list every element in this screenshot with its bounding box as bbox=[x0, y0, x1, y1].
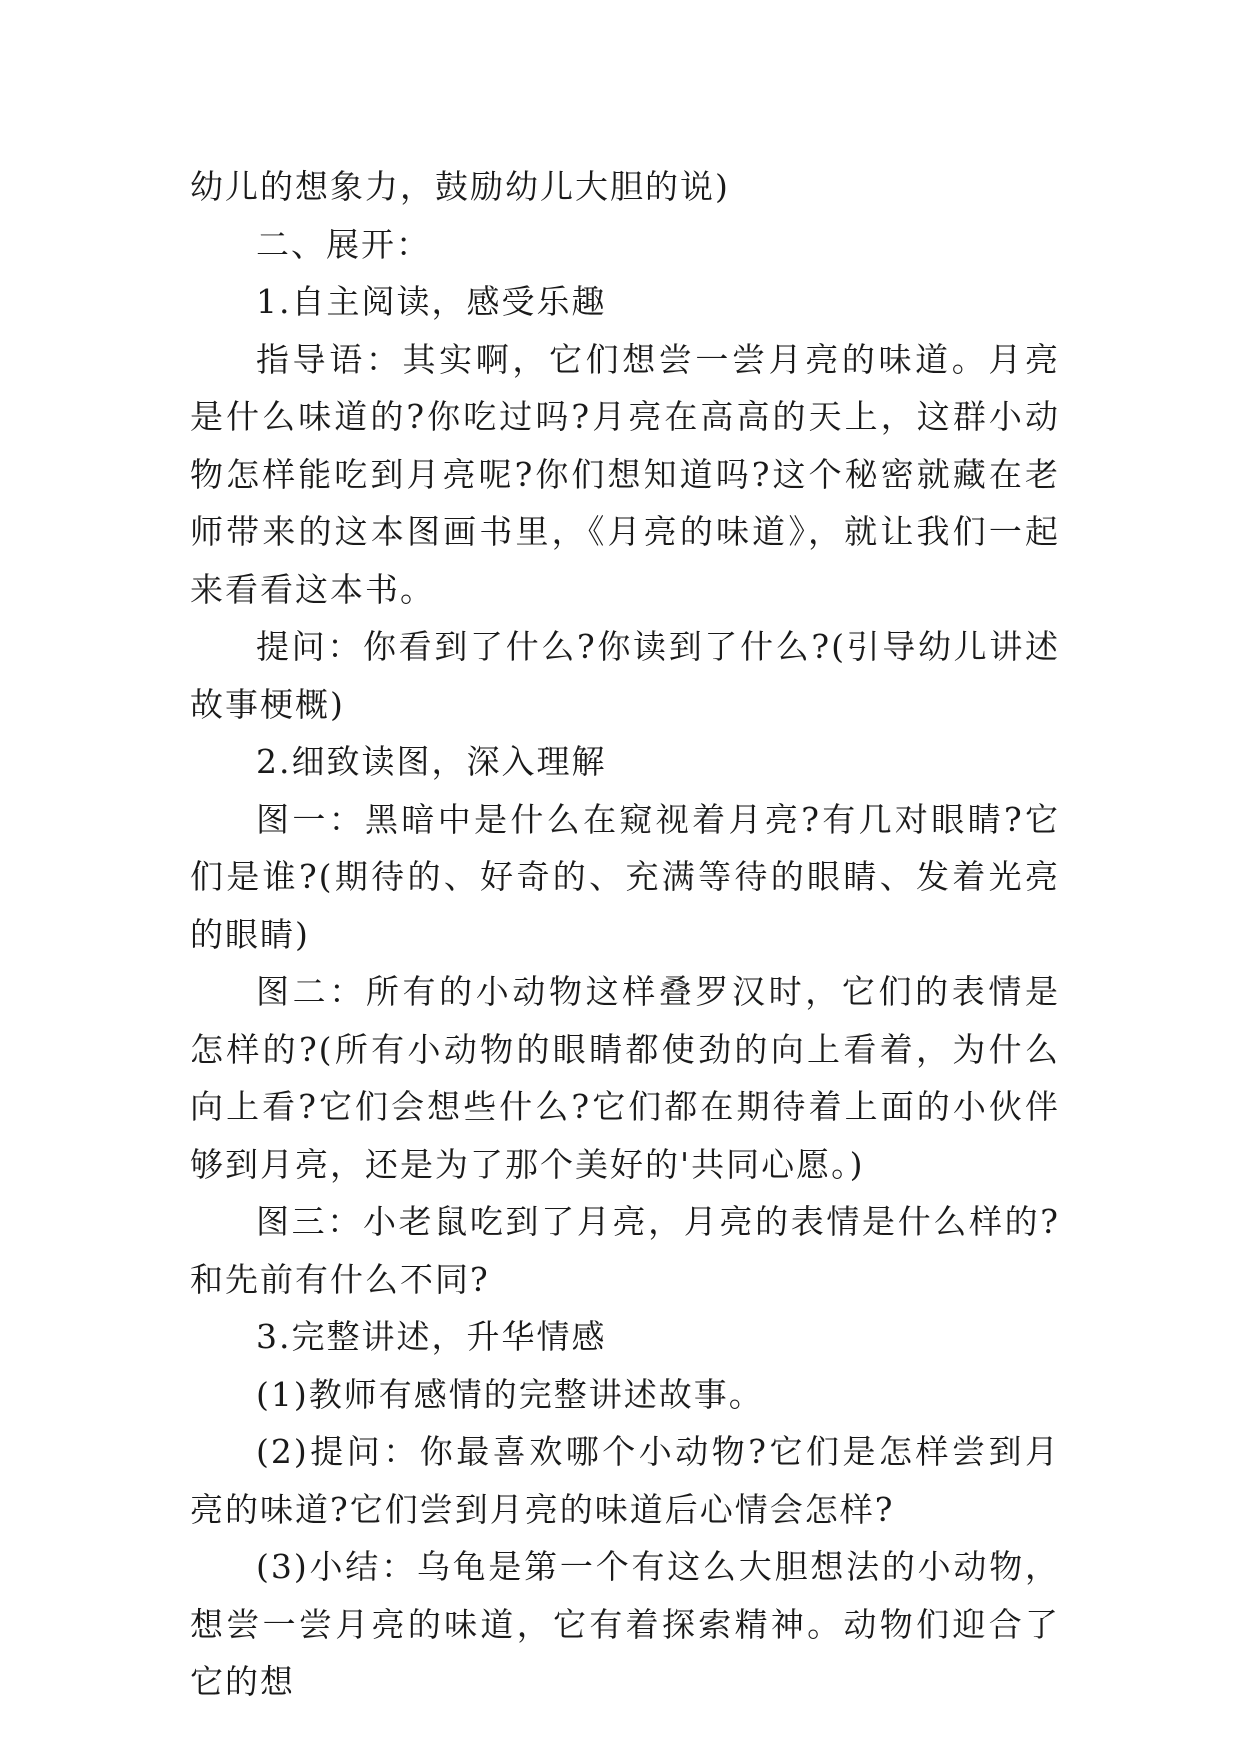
paragraph-9: 图三：小老鼠吃到了月亮，月亮的表情是什么样的?和先前有什么不同? bbox=[190, 1202, 1060, 1299]
paragraph-11: (1)教师有感情的完整讲述故事。 bbox=[256, 1374, 764, 1414]
paragraph-5: 提问：你看到了什么?你读到了什么?(引导幼儿讲述故事梗概) bbox=[190, 627, 1060, 724]
document-body bbox=[190, 158, 1060, 1711]
paragraph-1: 幼儿的想象力，鼓励幼儿大胆的说) bbox=[190, 167, 730, 206]
paragraph-12: (2)提问：你最喜欢哪个小动物?它们是怎样尝到月亮的味道?它们尝到月亮的味道后心情会怎样? bbox=[190, 1432, 1060, 1529]
paragraph-2: 二、展开： bbox=[256, 224, 431, 264]
paragraph-6: 2.细致读图，深入理解 bbox=[256, 742, 607, 781]
paragraph-7: 图一：黑暗中是什么在窥视着月亮?有几对眼睛?它们是谁?(期待的、好奇的、充满等待的眼睛、发着光亮的眼睛) bbox=[190, 799, 1060, 954]
paragraph-13: (3)小结：乌龟是第一个有这么大胆想法的小动物，想尝一尝月亮的味道，它有着探索精神。动物们迎合了它的想 bbox=[190, 1547, 1060, 1701]
paragraph-3: 1.自主阅读，感受乐趣 bbox=[256, 282, 607, 321]
paragraph-4: 指导语：其实啊，它们想尝一尝月亮的味道。月亮是什么味道的?你吃过吗?月亮在高高的天上，这群小动物怎样能吃到月亮呢?你们想知道吗?这个秘密就藏在老师带来的这本图画书里，《月亮的味道》，就让我们一起来看看这本书。 bbox=[190, 339, 1060, 609]
paragraph-8: 图二：所有的小动物这样叠罗汉时，它们的表情是怎样的?(所有小动物的眼睛都使劲的向上看着，为什么向上看?它们会想些什么?它们都在期待着上面的小伙伴够到月亮，还是为了那个美好的'共同心愿。) bbox=[190, 972, 1060, 1184]
paragraph-10: 3.完整讲述，升华情感 bbox=[256, 1317, 607, 1356]
